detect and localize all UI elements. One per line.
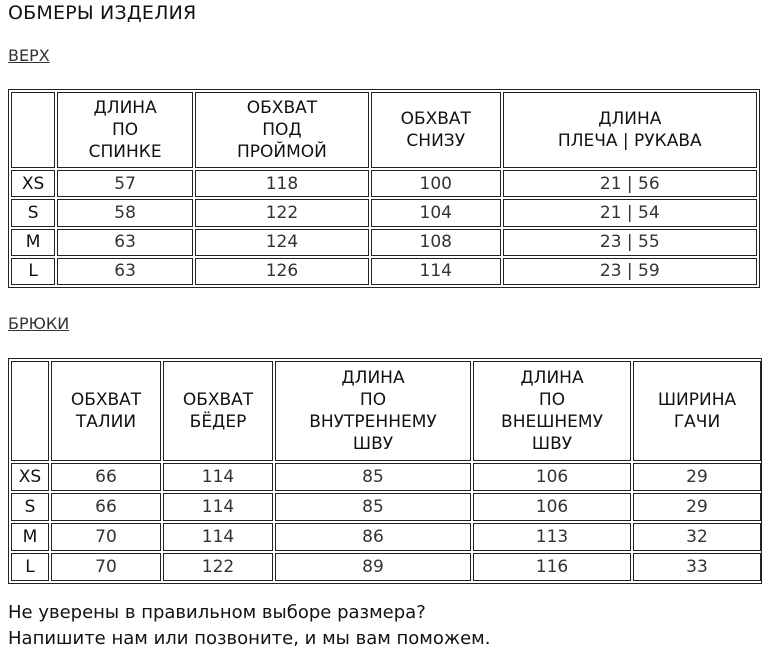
value-cell: 70 [51, 523, 161, 551]
table-row [11, 170, 757, 197]
column-header: ОБХВАТ БЁДЕР [163, 361, 273, 461]
column-header: ДЛИНА ПЛЕЧА | РУКАВА [503, 92, 757, 168]
corner-cell [11, 361, 49, 461]
value-cell: 104 [371, 199, 501, 226]
value-cell: 57 [57, 170, 193, 197]
corner-cell [11, 92, 55, 168]
section-label-top: ВЕРХ [8, 46, 50, 65]
size-cell: XS [11, 463, 49, 491]
pants-size-table-frame [8, 358, 762, 584]
table-row [11, 229, 757, 256]
value-cell: 21 | 56 [503, 170, 757, 197]
size-cell: L [11, 258, 55, 285]
value-cell: 106 [473, 463, 631, 491]
column-header: ОБХВАТ ТАЛИИ [51, 361, 161, 461]
value-cell: 32 [633, 523, 761, 551]
value-cell: 70 [51, 553, 161, 581]
table-row [11, 463, 761, 491]
value-cell: 23 | 59 [503, 258, 757, 285]
help-note-line: Напишите нам или позвоните, и мы вам поможем. [8, 628, 491, 649]
value-cell: 114 [163, 493, 273, 521]
value-cell: 33 [633, 553, 761, 581]
column-header: ДЛИНА ПО ВНЕШНЕМУ ШВУ [473, 361, 631, 461]
value-cell: 122 [163, 553, 273, 581]
value-cell: 108 [371, 229, 501, 256]
value-cell: 63 [57, 258, 193, 285]
value-cell: 114 [371, 258, 501, 285]
value-cell: 114 [163, 463, 273, 491]
value-cell: 113 [473, 523, 631, 551]
value-cell: 86 [275, 523, 471, 551]
size-cell: M [11, 523, 49, 551]
top-size-table [9, 90, 759, 287]
size-cell: M [11, 229, 55, 256]
value-cell: 29 [633, 493, 761, 521]
page-title: ОБМЕРЫ ИЗДЕЛИЯ [8, 2, 197, 24]
help-note [8, 600, 490, 652]
size-cell: S [11, 199, 55, 226]
value-cell: 63 [57, 229, 193, 256]
top-size-table-frame [8, 89, 760, 288]
value-cell: 126 [195, 258, 369, 285]
value-cell: 124 [195, 229, 369, 256]
value-cell: 21 | 54 [503, 199, 757, 226]
value-cell: 66 [51, 493, 161, 521]
value-cell: 58 [57, 199, 193, 226]
table-row [11, 553, 761, 581]
value-cell: 114 [163, 523, 273, 551]
value-cell: 29 [633, 463, 761, 491]
size-cell: S [11, 493, 49, 521]
value-cell: 116 [473, 553, 631, 581]
value-cell: 85 [275, 493, 471, 521]
column-header: ОБХВАТ СНИЗУ [371, 92, 501, 168]
value-cell: 106 [473, 493, 631, 521]
table-row [11, 493, 761, 521]
column-header: ШИРИНА ГАЧИ [633, 361, 761, 461]
section-label-pants: БРЮКИ [8, 314, 70, 333]
value-cell: 23 | 55 [503, 229, 757, 256]
size-cell: XS [11, 170, 55, 197]
value-cell: 122 [195, 199, 369, 226]
pants-size-table [9, 359, 763, 583]
table-row [11, 258, 757, 285]
table-header-row [11, 361, 761, 461]
size-cell: L [11, 553, 49, 581]
table-row [11, 523, 761, 551]
table-row [11, 199, 757, 226]
table-header-row [11, 92, 757, 168]
value-cell: 100 [371, 170, 501, 197]
help-note-line: Не уверены в правильном выборе размера? [8, 602, 426, 623]
column-header: ДЛИНА ПО СПИНКЕ [57, 92, 193, 168]
value-cell: 118 [195, 170, 369, 197]
column-header: ДЛИНА ПО ВНУТРЕННЕМУ ШВУ [275, 361, 471, 461]
column-header: ОБХВАТ ПОД ПРОЙМОЙ [195, 92, 369, 168]
value-cell: 66 [51, 463, 161, 491]
value-cell: 89 [275, 553, 471, 581]
value-cell: 85 [275, 463, 471, 491]
